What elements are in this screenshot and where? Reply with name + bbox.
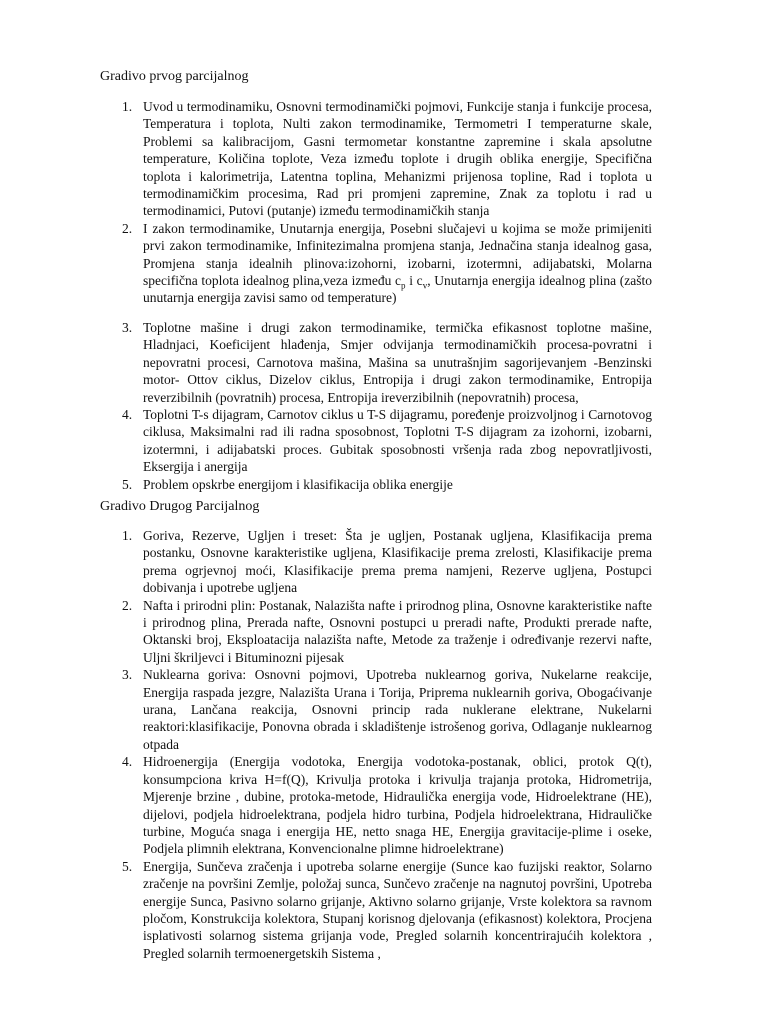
item-number: 5.: [122, 476, 133, 492]
item-text: Problem opskrbe energijom i klasifikacija oblika energije: [143, 476, 453, 492]
item-text: Nafta i prirodni plin: Postanak, Nalazišta nafte i prirodnog plina, Osnovne karakteristike nafte i prirodnog plina, Prerada nafte, Osnovni postupci u preradi nafte, Produkti prerade nafte, Oktanski broj, Eksploatacija nalazišta nafte, Metode za traženje i određivanje rezervi nafte, Uljni škriljevci i Bituminozni pijesak: [143, 597, 652, 665]
list-item: [100, 319, 652, 406]
item-number: 2.: [122, 220, 133, 236]
item-text: Goriva, Rezerve, Ugljen i treset: Šta je ugljen, Postanak uglјena, Klasifikacija prema postanku, Osnovne karakteristike ugljena, Klasifikacije prema zrelosti, Klasifikacije prema prema ogrjevnoj moći, Klasifikacije prema prema namjeni, Rezerve ugljena, Postupci dobivanja i upotrebe ugljena: [143, 528, 652, 596]
item-number: 1.: [122, 528, 133, 543]
list-item: [100, 753, 652, 857]
item-text: Uvod u termodinamiku, Osnovni termodinamički pojmovi, Funkcije stanja i funkcije procesa, Temperatura i toplota, Nulti zakon termodinamike, Termometri I temperaturne skale, Problemi sa kalibracijom, Gasni termometar konstantne zapremine i skala apsolutne temperature, Količina toplote, Veza između toplote i drugih oblika energije, Specifična toplota i kalorimetrija, Latentna toplina, Mehanizmi prijenosa topline, Rad i toplota u termodinamičkim procesima, Rad pri promjeni zapremine, Znak za toplotu i rad u termodinamici, Putovi (putanje) između termodinamičkih stanja: [143, 99, 652, 219]
list-item: [100, 527, 652, 597]
list-item: [100, 406, 652, 476]
item-text: Energija, Sunčeva zračenja i upotreba solarne energije (Sunce kao fuzijski reaktor, Solarno zračenje na površini Zemlje, položaj sunca, Sunčevo zračenje na nagnutoj površini, Upotreba energije Sunca, Pasivno solarno grijanje, Aktivno solarno grijanje, Vrste kolektora sa ravnom pločom, Konstrukcija kolektora, Stupanj korisnog djelovanja (efikasnost) kolektora, Procjena isplativosti solarnog sistema grijanja vode, Pregled solarnih koncentrirajućih kolektora , Pregled solarnih termoenergetskih Sistema ,: [143, 858, 652, 961]
list-item: [100, 666, 652, 753]
item-text: Toplotne mašine i drugi zakon termodinamike, termička efikasnost toplotne mašine, Hladnjaci, Koeficijent hlađenja, Smjer odvijanja termodinamičkih procesa-povratni i nepovratni procesi, Carnotova mašina, Mašina sa unutrašnjim sagorijevanjem -Benzinski motor- Ottov ciklus, Dizelov ciklus, Entropija i drugi zakon termodinamike, Entropija reverzibilnih (povratnih) procesa, Entropija ireverzibilnih (nepovratnih) procesa,: [143, 319, 652, 405]
item-number: 3.: [122, 319, 133, 335]
item-text: Toplotni T-s dijagram, Carnotov ciklus u T-S dijagramu, poređenje proizvoljnog i Carnotovog ciklusa, Maksimalni rad ili radna sposobnost, Toplotni T-S dijagram za izohorni, izobarni, izotermni, i adijabatski proces. Gubitak sposobnosti vršenja rada zbog nepovratljivosti, Eksergija i anergija: [143, 406, 652, 475]
item-number: 2.: [122, 597, 133, 613]
list-item: [100, 476, 652, 493]
section2-list: [100, 527, 652, 962]
list-item: [100, 597, 652, 667]
list-item: [100, 98, 652, 220]
section2-heading: Gradivo Drugog Parcijalnog: [100, 499, 260, 514]
item-number: 1.: [122, 99, 133, 114]
list-item: [100, 858, 652, 962]
item-number: 5.: [122, 858, 133, 874]
item-text: Hidroenergija (Energija vodotoka, Energija vodotoka-postanak, oblici, protok Q(t), konsumpciona kriva H=f(Q), Krivulja protoka i krivulja trajanja protoka, Hidrometrija, Mjerenje brzine , dubine, protoka-metode, Hidraulička energija vode, Hidroelektrane (HE), dijelovi, podjela hidroelektrana, podjela hidro turbina, Podjela hidroelektrana, Hidrauličke turbine, Moguća snaga i energija HE, netto snaga HE, Energija gravitacije-plime i oseke, Podjela plimnih elektrana, Konvencionalne plimne hidroelektrane): [143, 754, 652, 857]
list-item: [100, 220, 652, 307]
item-text: Nuklearna goriva: Osnovni pojmovi, Upotreba nuklearnog goriva, Nukelarne reakcije, Energija raspada jezgre, Nalazišta Urana i Torija, Priprema nuklearnih goriva, Obogaćivanje urana, Lančana reakcija, Osnovni princip rada nuklerane elektrane, Nukelarni reaktori:klasifikacije, Ponovna obrada i skladištenje istrošenog goriva, Odlaganje nuklearnog otpada: [143, 667, 652, 752]
item-number: 3.: [122, 667, 133, 683]
item-number: 4.: [122, 754, 133, 770]
item-text: I zakon termodinamike, Unutarnja energija, Posebni slučajevi u kojima se može primijeniti prvi zakon termodinamike, Infinitezimalna promjena stanja, Jednačina stanja idealnog gasa, Promjena stanja idealnih plinova:izohorni, izobarni, izotermni, adijabatski, Molarna specifična toplota idealnog plina,veza između $c_p$ i $c_v$, Unutarnja energija idealnog plina (zašto unutarnja energija zavisi samo od temperature): [143, 220, 652, 306]
section1-list: [100, 98, 652, 493]
item-number: 4.: [122, 406, 133, 422]
section1-heading: Gradivo prvog parcijalnog: [100, 69, 249, 84]
